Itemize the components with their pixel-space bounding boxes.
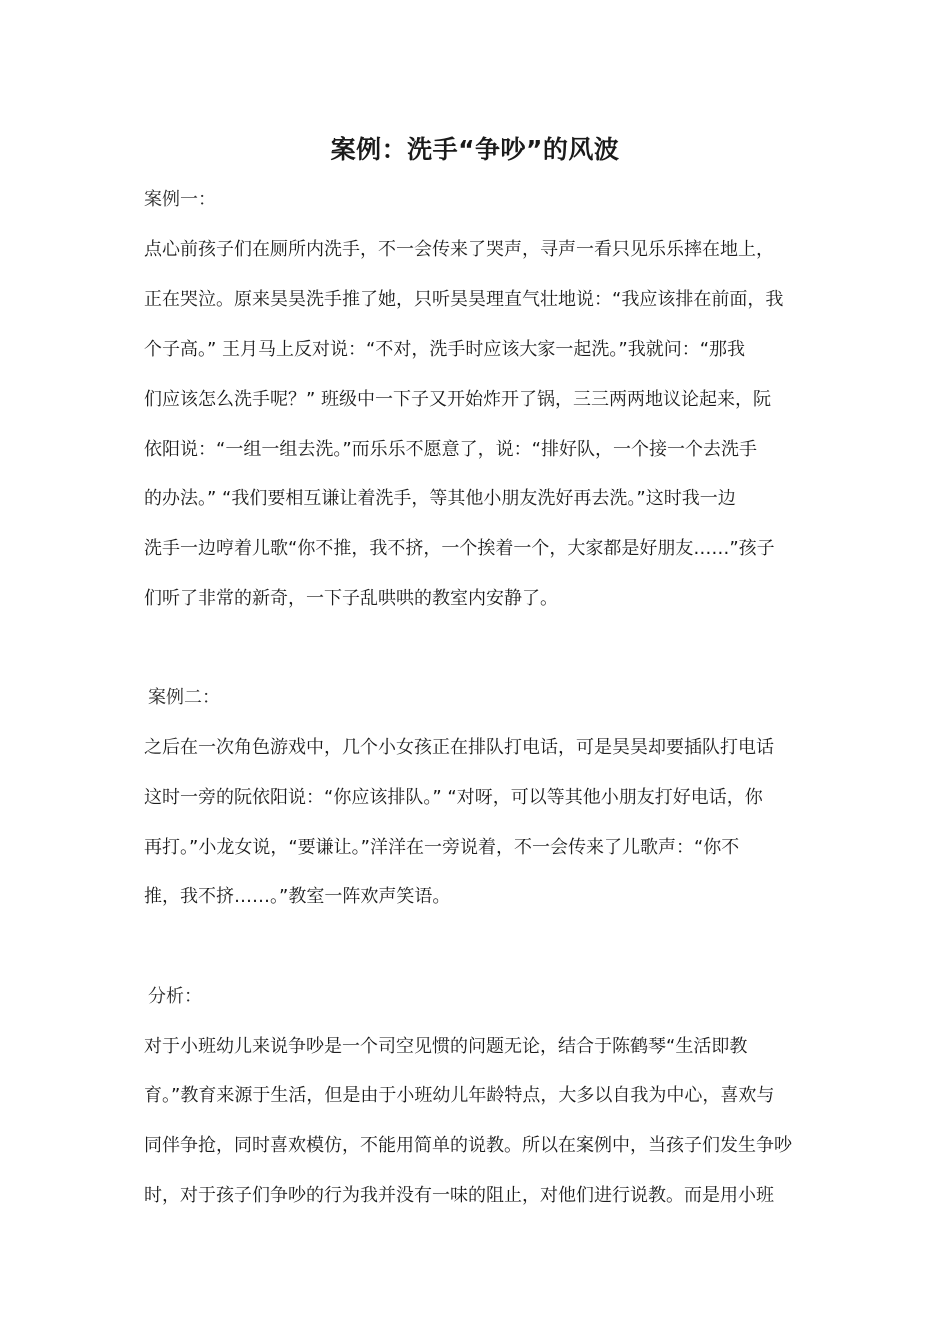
- case1-line: 们听了非常的新奇，一下子乱哄哄的教室内安静了。: [144, 588, 558, 609]
- case2-line: 之后在一次角色游戏中，几个小女孩正在排队打电话，可是昊昊却要插队打电话: [144, 737, 774, 758]
- case1-line: 依阳说：“一组一组去洗。”而乐乐不愿意了，说：“排好队，一个接一个去洗手: [144, 439, 757, 460]
- case1-line: 的办法。” “我们要相互谦让着洗手，等其他小朋友洗好再去洗。”这时我一边: [144, 488, 736, 509]
- case2-line: 再打。”小龙女说，“要谦让。”洋洋在一旁说着，不一会传来了儿歌声：“你不: [144, 837, 740, 858]
- case1-line: 洗手一边哼着儿歌“你不推，我不挤，一个挨着一个，大家都是好朋友……”孩子: [144, 538, 775, 559]
- analysis-line: 时，对于孩子们争吵的行为我并没有一味的阻止，对他们进行说教。而是用小班: [144, 1185, 774, 1206]
- analysis-line: 同伴争抢，同时喜欢模仿，不能用简单的说教。所以在案例中，当孩子们发生争吵: [144, 1135, 792, 1156]
- case1-line: 们应该怎么洗手呢？” 班级中一下子又开始炸开了锅，三三两两地议论起来，阮: [144, 389, 772, 410]
- analysis-heading: 分析：: [148, 986, 202, 1007]
- case1-line: 个子高。” 王月马上反对说：“不对，洗手时应该大家一起洗。”我就问：“那我: [144, 339, 746, 360]
- case2-heading: 案例二：: [148, 687, 220, 708]
- analysis-line: 育。”教育来源于生活，但是由于小班幼儿年龄特点，大多以自我为中心，喜欢与: [144, 1085, 775, 1106]
- case1-heading: 案例一：: [144, 189, 216, 210]
- case1-line: 正在哭泣。原来昊昊洗手推了她，只听昊昊理直气壮地说：“我应该排在前面，我: [144, 289, 784, 310]
- case2-line: 推，我不挤……。”教室一阵欢声笑语。: [144, 886, 451, 907]
- case2-line: 这时一旁的阮依阳说：“你应该排队。” “对呀，可以等其他小朋友打好电话，你: [144, 787, 763, 808]
- document-title: 案例：洗手“争吵”的风波: [330, 135, 620, 164]
- analysis-line: 对于小班幼儿来说争吵是一个司空见惯的问题无论，结合于陈鹤琴“生活即教: [144, 1036, 748, 1057]
- case1-line: 点心前孩子们在厕所内洗手，不一会传来了哭声，寻声一看只见乐乐摔在地上，: [144, 239, 774, 260]
